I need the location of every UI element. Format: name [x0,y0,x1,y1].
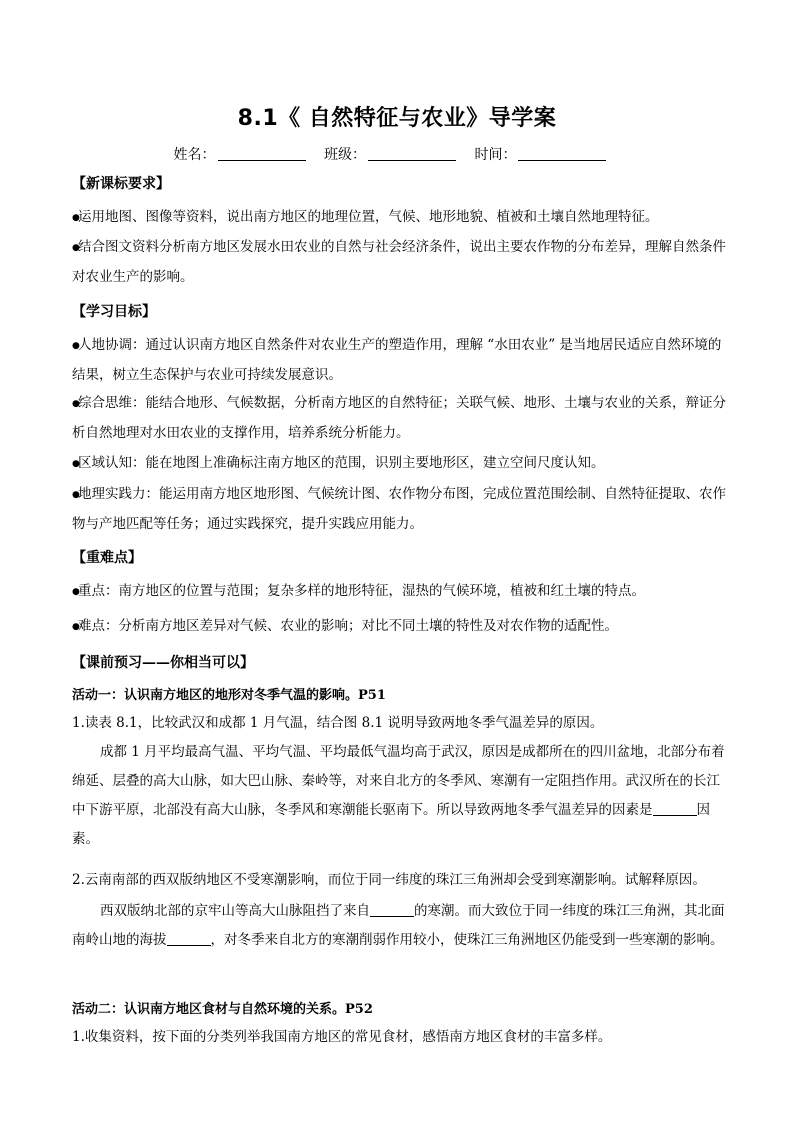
section-heading-preview: 【课前预习——你相当可以】 [72,655,254,671]
requirement-item: ●运用地图、图像等资料，说出南方地区的地理位置，气候、地形地貌、植被和土壤自然地理特征。 [72,203,732,233]
section-heading-requirements: 【新课标要求】 [72,176,170,192]
activity-two-question-1: 1.收集资料，按下面的分类列举我国南方地区的常见食材，感悟南方地区食材的丰富多样。 [72,1029,612,1045]
activity-one-answer-2: 西双版纳北部的京牢山等高大山脉阻挡了来自 的寒潮。而大致位于同一纬度的珠江三角洲，其北面南岭山地的海拔 ，对冬季来自北方的寒潮削弱作用较小，使珠江三角洲地区仍能受到一些寒潮的影响。 [72,903,725,948]
bullet-icon: ● [72,459,80,469]
activity-one-question-2: 2.云南南部的西双版纳地区不受寒潮影响，而位于同一纬度的珠江三角洲却会受到寒潮影响。试解释原因。 [72,872,706,888]
student-info-line [0,144,794,164]
activity-one-answer-1: 成都 1 月平均最高气温、平均气温、平均最低气温均高于武汉，原因是成都所在的四川盆地，北部分布着绵延、层叠的高大山脉，如大巴山脉、秦岭等，对来自北方的冬季风、寒潮有一定阻挡作用。武汉所在的长江中下游平原，北部没有高大山脉，冬季风和寒潮能长驱南下。所以导致两地冬季气温差异的因素是 因素。 [72,744,725,847]
activity-two-title: 活动二：认识南方地区食材与自然环境的关系。P52 [72,1002,373,1017]
name-blank[interactable] [218,146,306,161]
requirement-item: ●结合图文资料分析南方地区发展水田农业的自然与社会经济条件，说出主要农作物的分布差异，理解自然条件对农业生产的影响。 [72,233,732,292]
key-item: ●难点：分析南方地区差异对气候、农业的影响；对比不同土壤的特性及对农作物的适配性。 [72,612,732,642]
bullet-icon: ● [72,399,80,409]
section-heading-goals: 【学习目标】 [72,304,156,320]
key-item: ●重点：南方地区的位置与范围；复杂多样的地形特征，湿热的气候环境，植被和红土壤的特点。 [72,577,732,607]
bullet-icon: ● [72,587,80,597]
goal-item: ●区域认知：能在地图上准确标注南方地区的范围，识别主要地形区，建立空间尺度认知。 [72,449,732,479]
bullet-icon: ● [72,622,80,632]
class-blank[interactable] [368,146,456,161]
answer-blank[interactable] [370,904,414,917]
answer-blank[interactable] [167,933,211,946]
page-title: 8.1《 自然特征与农业》导学案 [237,106,557,131]
time-blank[interactable] [518,146,606,161]
bullet-icon: ● [72,243,80,253]
time-label: 时间： [474,147,517,163]
bullet-icon: ● [72,213,80,223]
name-label: 姓名： [173,147,216,163]
activity-one-title: 活动一：认识南方地区的地形对冬季气温的影响。P51 [72,688,386,703]
class-label: 班级： [324,147,366,163]
answer-blank[interactable] [653,803,697,816]
activity-one-question-1: 1.读表 8.1，比较武汉和成都 1 月气温，结合图 8.1 说明导致两地冬季气温差异的原因。 [72,715,604,731]
goal-item: ●人地协调：通过认识南方地区自然条件对农业生产的塑造作用，理解 “水田农业” 是当地居民适应自然环境的结果，树立生态保护与农业可持续发展意识。 [72,331,732,390]
section-heading-key-points: 【重难点】 [72,550,142,566]
bullet-icon: ● [72,341,80,351]
bullet-icon: ● [72,490,80,500]
goal-item: ●地理实践力：能运用南方地区地形图、气候统计图、农作物分布图，完成位置范围绘制、自然特征提取、农作物与产地匹配等任务；通过实践探究，提升实践应用能力。 [72,480,732,539]
goal-item: ●综合思维：能结合地形、气候数据，分析南方地区的自然特征；关联气候、地形、土壤与农业的关系，辩证分析自然地理对水田农业的支撑作用，培养系统分析能力。 [72,389,732,448]
